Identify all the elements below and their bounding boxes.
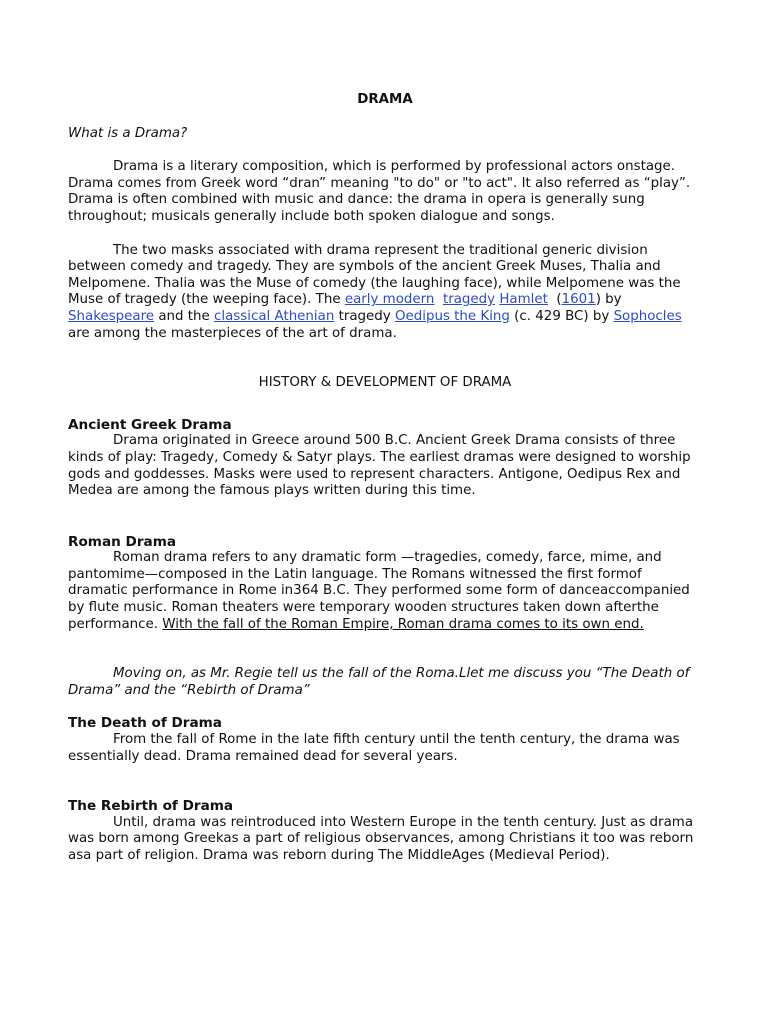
link-oedipus-the-king[interactable]: Oedipus the King <box>394 308 510 324</box>
section-title: HISTORY & DEVELOPMENT OF DRAMA <box>258 375 512 391</box>
roman-drama-underlined: With the fall of the Roman Empire, Roman drama comes to its own end. <box>162 616 644 632</box>
roman-drama-heading: Roman Drama <box>68 533 177 550</box>
link-tragedy[interactable]: tragedy <box>442 292 496 308</box>
transition-paragraph: Moving on, as Mr. Regie tell us the fall of the Roma.Llet me discuss you “The Death of Drama” and the “Rebirth of Drama” <box>68 666 690 698</box>
masks-text-2: ( <box>547 292 562 308</box>
masks-text-4: and the <box>154 308 215 324</box>
intro-paragraph: Drama is a literary composition, which is performed by professional actors onstage. Drama comes from Greek word “dran” meaning "to do" or "to act". It also referred as “play”. Drama is often combined with music and dance: the drama in opera is generally sung throughout; musicals generally include both spoken dialogue and songs. <box>68 159 691 224</box>
death-of-drama-paragraph: From the fall of Rome in the late fifth century until the tenth century, the drama was essentially dead. Drama remained dead for several years. <box>68 732 680 764</box>
link-classical-athenian[interactable]: classical Athenian <box>214 308 335 324</box>
rebirth-of-drama-paragraph: Until, drama was reintroduced into Western Europe in the tenth century. Just as drama was born among Greekas a part of religious observances, among Christians it too was reborn asa part of religion. Drama was reborn during The MiddleAges (Medieval Period). <box>68 814 694 863</box>
document-title: DRAMA <box>357 92 413 107</box>
masks-space-1 <box>434 292 443 307</box>
masks-text-7: are among the masterpieces of the art of drama. <box>68 325 397 341</box>
question-heading: What is a Drama? <box>68 125 188 141</box>
death-of-drama-heading: The Death of Drama <box>68 715 222 732</box>
roman-drama-text: Roman drama refers to any dramatic form —tragedies, comedy, farce, mime, and pantomime—composed in the Latin language. The Romans witnessed the first formof dramatic performance in Rome in364 B.C. They performed some form of danceaccompanied by flute music. Roman theaters were temporary wooden structures taken down afterthe performance. <box>68 550 690 632</box>
document-body <box>68 92 702 865</box>
link-hamlet[interactable]: Hamlet <box>499 292 548 308</box>
roman-drama-paragraph <box>68 550 702 633</box>
greek-drama-paragraph: Drama originated in Greece around 500 B.C. Ancient Greek Drama consists of three kinds of play: Tragedy, Comedy & Satyr plays. The earliest dramas were designed to worship gods and goddesses. Masks were used to represent characters. Antigone, Oedipus Rex and Medea are among the famous plays written during this time. <box>68 433 691 499</box>
link-1601[interactable]: 1601 <box>561 292 596 308</box>
masks-text-6: (c. 429 BC) by <box>509 308 614 324</box>
masks-paragraph <box>68 243 702 343</box>
masks-text-3: ) by <box>595 292 622 308</box>
masks-text-1: The two masks associated with drama represent the traditional generic division between comedy and tragedy. They are symbols of the ancient Greek Muses, Thalia and Melpomene. Thalia was the Muse of comedy (the laughing face), while Melpomene was the Muse of tragedy (the weeping face). The <box>68 242 681 308</box>
greek-drama-heading: Ancient Greek Drama <box>68 416 232 433</box>
rebirth-of-drama-heading: The Rebirth of Drama <box>68 798 234 815</box>
link-sophocles[interactable]: Sophocles <box>613 308 682 324</box>
masks-text-5: tragedy <box>334 308 395 324</box>
link-early-modern[interactable]: early modern <box>344 292 435 308</box>
link-shakespeare[interactable]: Shakespeare <box>68 308 155 324</box>
